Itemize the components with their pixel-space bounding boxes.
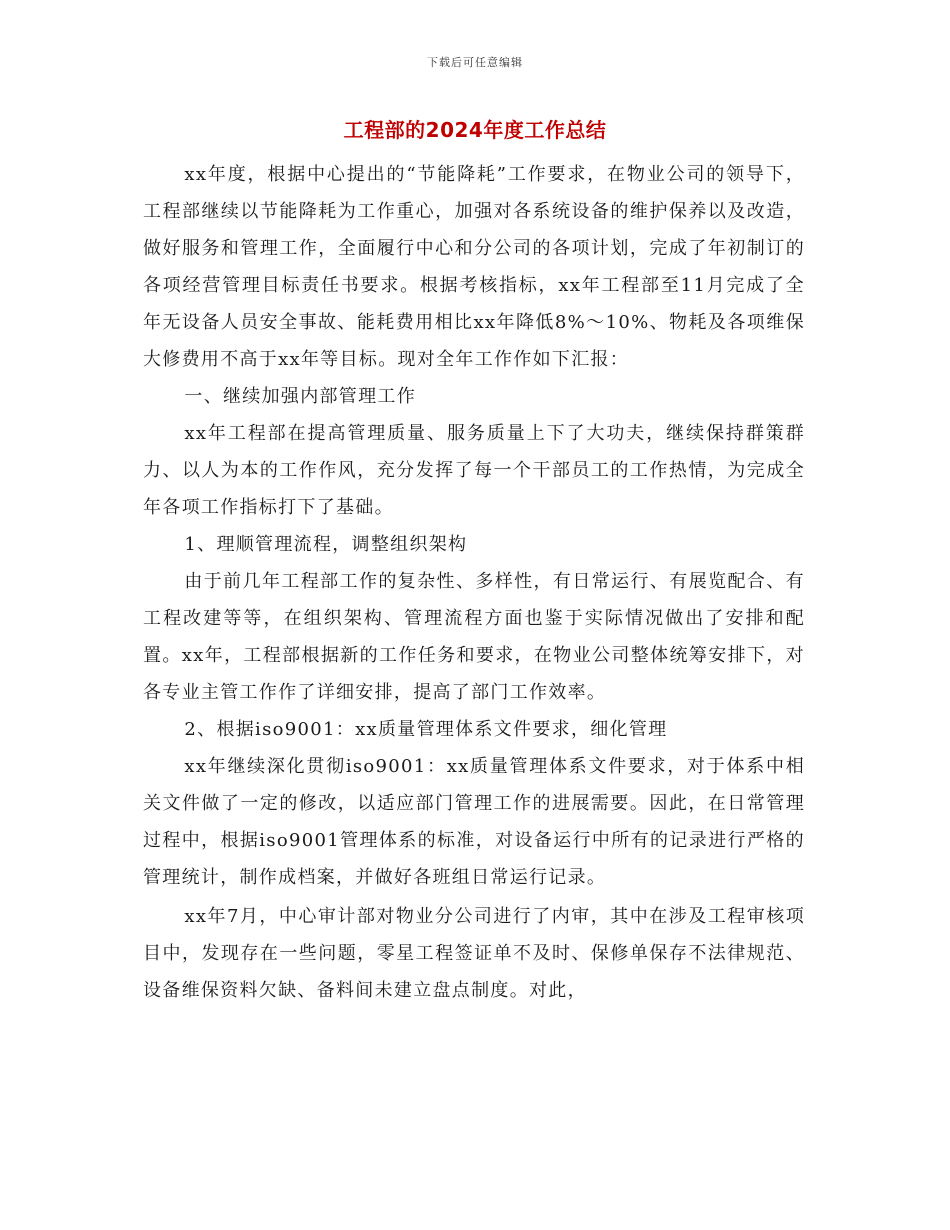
subheading-1: 1、理顺管理流程，调整组织架构 <box>184 534 468 555</box>
header-note: 下载后可任意编辑 <box>427 56 523 69</box>
subheading-2: 2、根据iso9001：xx质量管理体系文件要求，细化管理 <box>184 719 668 740</box>
paragraph-intro: xx年度，根据中心提出的“节能降耗”工作要求，在物业公司的领导下，工程部继续以节能降耗为工作重心，加强对各系统设备的维护保养以及改造，做好服务和管理工作，全面履行中心和分公司的各项计划，完成了年初制订的各项经营管理目标责任书要求。根据考核指标，xx年工程部至11月完成了全年无设备人员安全事故、能耗费用相比xx年降低8%～10%、物耗及各项维保大修费用不高于xx年等目标。现对全年工作作如下汇报： <box>143 164 805 370</box>
document-title: 工程部的2024年度工作总结 <box>343 118 607 142</box>
paragraph-section-1: xx年工程部在提高管理质量、服务质量上下了大功夫，继续保持群策群力、以人为本的工作作风，充分发挥了每一个干部员工的工作热情，为完成全年各项工作指标打下了基础。 <box>143 423 805 518</box>
paragraph-subsection-1: 由于前几年工程部工作的复杂性、多样性，有日常运行、有展览配合、有工程改建等等，在组织架构、管理流程方面也鉴于实际情况做出了安排和配置。xx年，工程部根据新的工作任务和要求，在物业公司整体统筹安排下，对各专业主管工作作了详细安排，提高了部门工作效率。 <box>143 571 805 703</box>
paragraph-audit: xx年7月，中心审计部对物业分公司进行了内审，其中在涉及工程审核项目中，发现存在一些问题，零星工程签证单不及时、保修单保存不法律规范、设备维保资料欠缺、备料间未建立盘点制度。对此， <box>143 906 805 1001</box>
section-heading-1: 一、继续加强内部管理工作 <box>184 386 416 407</box>
document-body <box>143 156 805 1009</box>
paragraph-subsection-2: xx年继续深化贯彻iso9001：xx质量管理体系文件要求，对于体系中相关文件做了一定的修改，以适应部门管理工作的进展需要。因此，在日常管理过程中，根据iso9001管理体系的标准，对设备运行中所有的记录进行严格的管理统计，制作成档案，并做好各班组日常运行记录。 <box>143 756 805 888</box>
